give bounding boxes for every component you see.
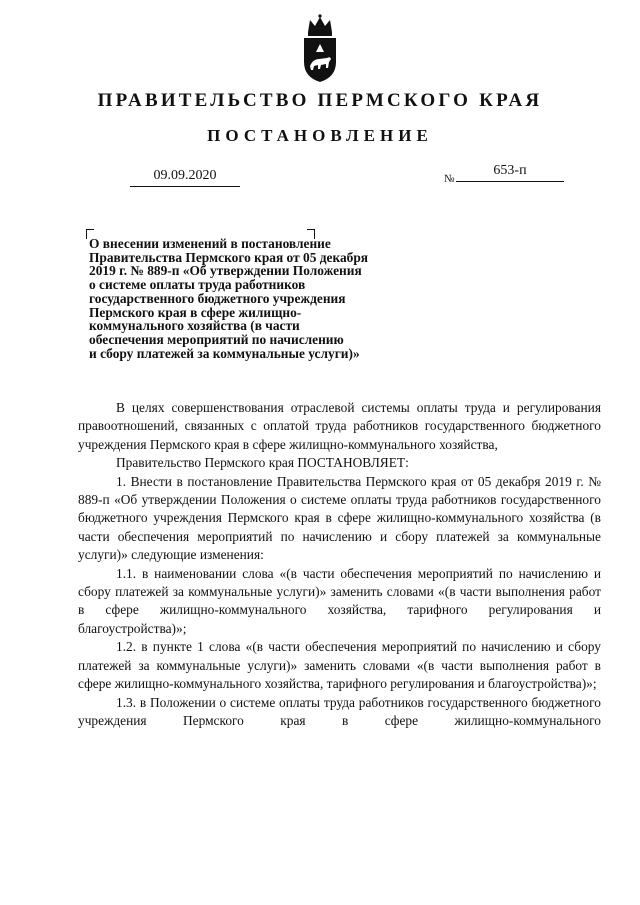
subject-line: 2019 г. № 889-п «Об утверждении Положения [89,263,362,279]
body-paragraph-item-1: 1. Внести в постановление Правительства Пермского края от 05 декабря 2019 г. № 889-п «Об утверждении Положения о системе оплаты труда работников государственного бюджетного учреждения Пермского края в сфере жилищно-коммунального хозяйства (в части обеспечения мероприятий по начислению и сбору платежей за коммунальные услуги)» следующие изменения: [78,473,601,563]
body-paragraph-resolves: Правительство Пермского края ПОСТАНОВЛЯЕТ: [116,455,409,471]
body-paragraph-item-1-3: 1.3. в Положении о системе оплаты труда работников государственного бюджетного учреждения Пермского края в сфере жилищно-коммунального [78,694,601,728]
document-body [78,399,601,730]
subject-line: обеспечения мероприятий по начислению [89,331,344,347]
subject-line: о системе оплаты труда работников [89,277,306,293]
document-subject [89,237,419,360]
subject-line: О внесении изменений в постановление [89,236,331,251]
subject-line: Пермского края в сфере жилищно- [89,304,302,320]
document-date: 09.09.2020 [130,168,240,187]
body-paragraph-item-1-1: 1.1. в наименовании слова «(в части обеспечения мероприятий по начислению и сбору платежей за коммунальные услуги)» заменить словами «(в части выполнения работ в сфере жилищно-коммунального хозяйства, тарифного регулирования и благоустройства)»; [78,565,601,636]
coat-of-arms-icon [299,14,341,84]
document-number: 653-п [456,163,564,182]
subject-line: и сбору платежей за коммунальные услуги)» [89,345,360,361]
subject-line: коммунального хозяйства (в части [89,318,300,334]
subject-line: государственного бюджетного учреждения [89,290,346,306]
subject-line: Правительства Пермского края от 05 декабря [89,249,369,265]
body-paragraph-item-1-2: 1.2. в пункте 1 слова «(в части обеспечения мероприятий по начислению и сбору платежей за коммунальные услуги)» заменить словами «(в части выполнения работ в сфере жилищно-коммунального хозяйства, тарифного регулирования и благоустройства)»; [78,639,601,692]
body-paragraph: В целях совершенствования отраслевой системы оплаты труда и регулирования правоотношений, связанных с оплатой труда работников государственного бюджетного учреждения Пермского края в сфере жилищно-коммунального хозяйства, [78,400,601,452]
organization-title: ПРАВИТЕЛЬСТВО ПЕРМСКОГО КРАЯ [97,90,543,111]
number-label: № [444,173,455,185]
document-type-title: ПОСТАНОВЛЕНИЕ [207,126,433,145]
